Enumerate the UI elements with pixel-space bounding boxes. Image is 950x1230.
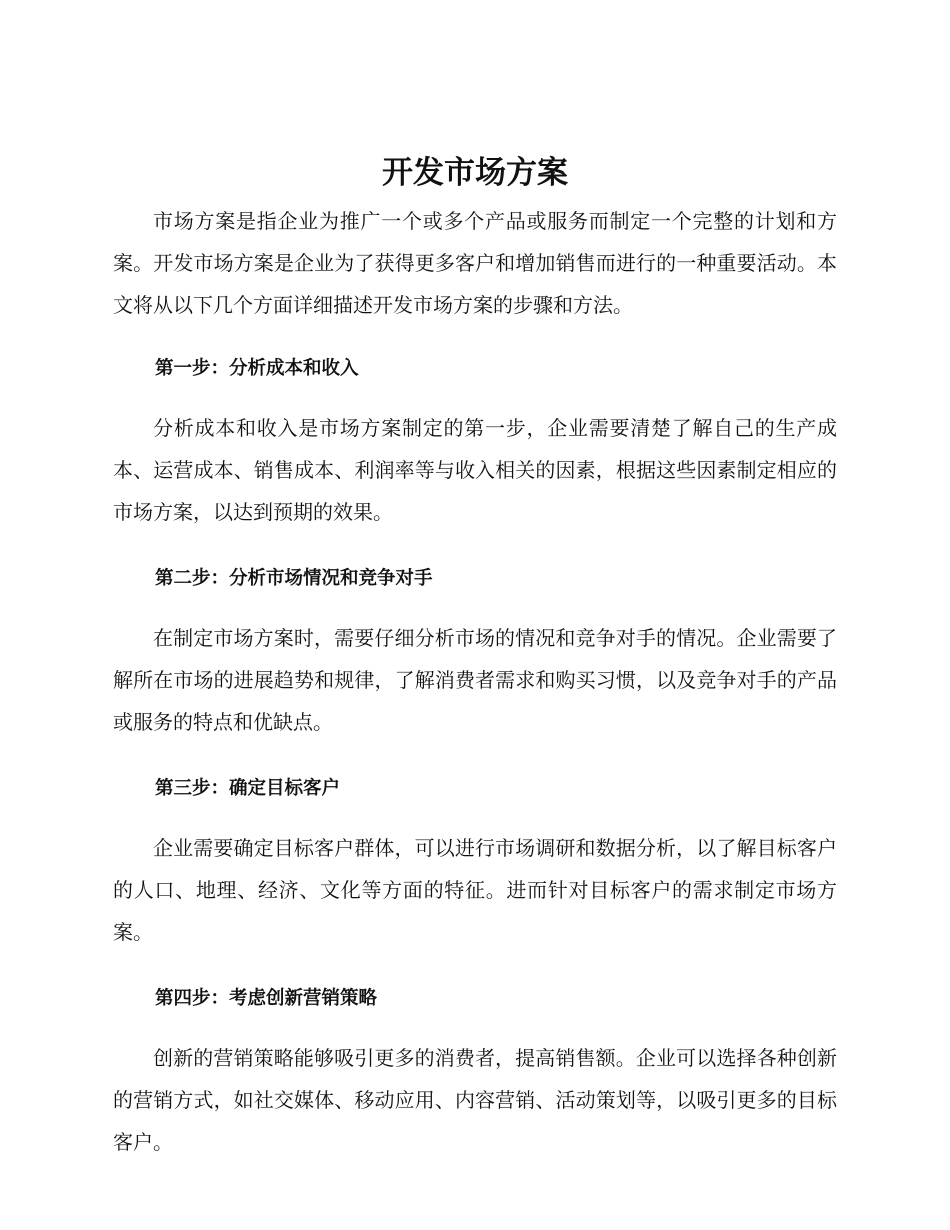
section-heading-1: 第一步：分析成本和收入	[155, 358, 359, 379]
intro-paragraph: 市场方案是指企业为推广一个或多个产品或服务而制定一个完整的计划和方案。开发市场方案是企业为了获得更多客户和增加销售而进行的一种重要活动。本文将从以下几个方面详细描述开发市场方案的步骤和方法。	[113, 209, 837, 317]
document-title: 开发市场方案	[382, 155, 568, 191]
section-body-1: 分析成本和收入是市场方案制定的第一步，企业需要清楚了解自己的生产成本、运营成本、销售成本、利润率等与收入相关的因素，根据这些因素制定相应的市场方案，以达到预期的效果。	[113, 416, 837, 524]
section-body-4: 创新的营销策略能够吸引更多的消费者，提高销售额。企业可以选择各种创新的营销方式，如社交媒体、移动应用、内容营销、活动策划等，以吸引更多的目标客户。	[113, 1046, 837, 1154]
section-body-3: 企业需要确定目标客户群体，可以进行市场调研和数据分析，以了解目标客户的人口、地理、经济、文化等方面的特征。进而针对目标客户的需求制定市场方案。	[113, 836, 837, 944]
section-body-2: 在制定市场方案时，需要仔细分析市场的情况和竞争对手的情况。企业需要了解所在市场的进展趋势和规律，了解消费者需求和购买习惯，以及竞争对手的产品或服务的特点和优缺点。	[113, 626, 837, 734]
section-heading-4: 第四步：考虑创新营销策略	[155, 988, 378, 1009]
section-heading-3: 第三步：确定目标客户	[155, 778, 341, 799]
document-content	[113, 150, 837, 1163]
section-heading-2: 第二步：分析市场情况和竞争对手	[155, 568, 433, 589]
